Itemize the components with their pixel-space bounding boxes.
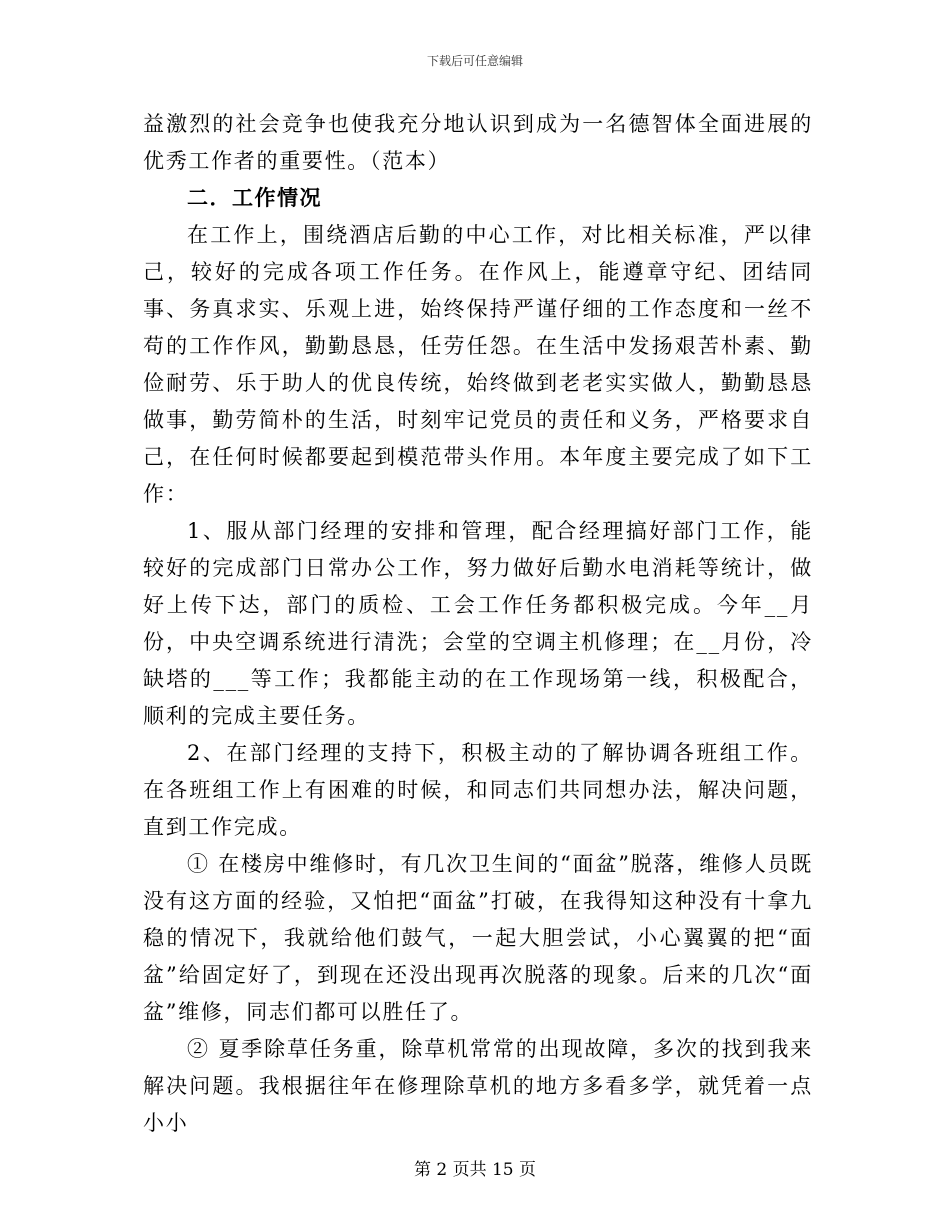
section-heading-work-status: 二．工作情况 [187, 186, 322, 210]
paragraph-continuation: 益激烈的社会竞争也使我充分地认识到成为一名德智体全面进展的优秀工作者的重要性。（范本） [143, 112, 813, 173]
paragraph-item-1: 1、服从部门经理的安排和管理，配合经理搞好部门工作，能较好的完成部门日常办公工作，努力做好后勤水电消耗等统计，做好上传下达，部门的质检、工会工作任务都积极完成。今年__月份，中央空调系统进行清洗；会堂的空调主机修理；在__月份，冷缺塔的___等工作；我都能主动的在工作现场第一线，积极配合，顺利的完成主要任务。 [143, 519, 813, 728]
paragraph-subitem-2: ② 夏季除草任务重，除草机常常的出现故障，多次的找到我来解决问题。我根据往年在修理除草机的地方多看多学，就凭着一点小小 [143, 1037, 813, 1135]
paragraph-subitem-1: ① 在楼房中维修时，有几次卫生间的“面盆”脱落，维修人员既没有这方面的经验，又怕把“面盆”打破，在我得知这种没有十拿九稳的情况下，我就给他们鼓气，一起大胆尝试，小心翼翼的把“面盆”给固定好了，到现在还没出现再次脱落的现象。后来的几次“面盆”维修，同志们都可以胜任了。 [143, 852, 813, 1024]
page-header-note: 下载后可任意编辑 [426, 54, 523, 68]
paragraph-work-overview: 在工作上，围绕酒店后勤的中心工作，对比相关标准，严以律己，较好的完成各项工作任务。在作风上，能遵章守纪、团结同事、务真求实、乐观上进，始终保持严谨仔细的工作态度和一丝不苟的工作作风，勤勤恳恳，任劳任怨。在生活中发扬艰苦朴素、勤俭耐劳、乐于助人的优良传统，始终做到老老实实做人，勤勤恳恳做事，勤劳简朴的生活，时刻牢记党员的责任和义务，严格要求自己，在任何时候都要起到模范带头作用。本年度主要完成了如下工作： [143, 223, 813, 506]
page-number: 第 2 页共 15 页 [413, 1160, 537, 1180]
document-body [143, 106, 813, 1142]
paragraph-item-2: 2、在部门经理的支持下，积极主动的了解协调各班组工作。在各班组工作上有困难的时候，和同志们共同想办法，解决问题，直到工作完成。 [143, 741, 813, 839]
